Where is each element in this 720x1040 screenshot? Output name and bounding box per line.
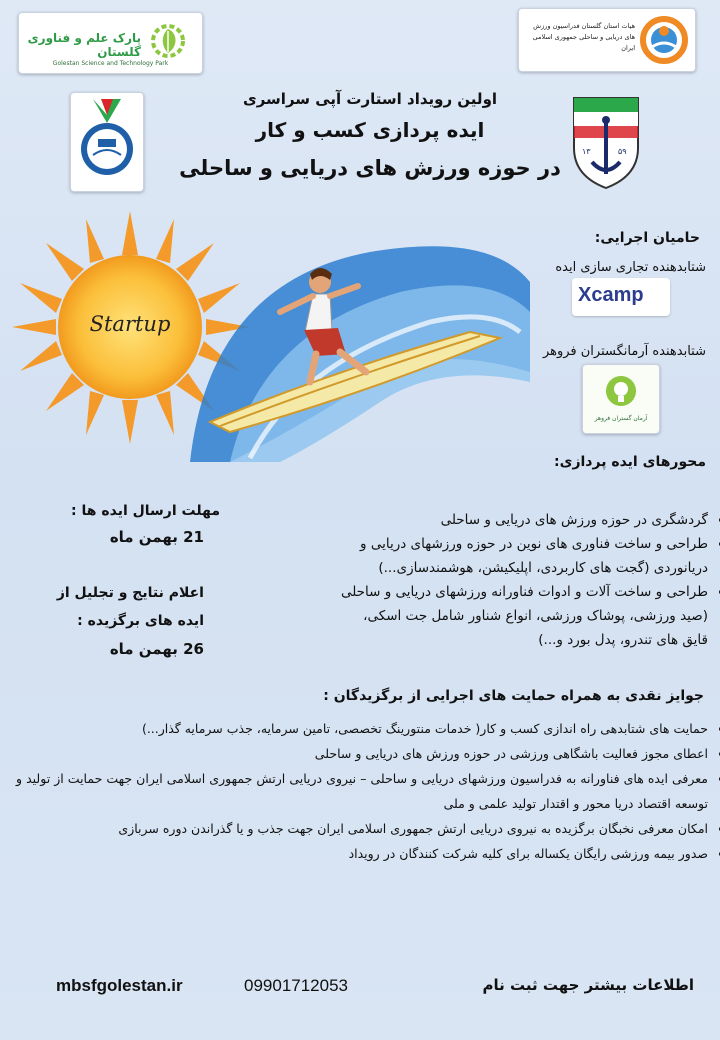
axis-line: طراحی و ساخت آلات و ادوات فناورانه ورزشهای دریایی و ساحلی: [340, 584, 708, 600]
science-park-name-fa: پارک علم و فناوری گلستان: [27, 31, 141, 59]
axes-list: [222, 508, 720, 652]
sponsor-1-name: شتابدهنده تجاری سازی ایده: [555, 260, 706, 275]
sponsor-2-name: شتابدهنده آرمانگستران فروهر: [542, 344, 706, 359]
farvahar-logo-text: آرمان گستران فروهر: [594, 415, 648, 422]
axis-item: [222, 580, 708, 652]
federation-logo: [518, 8, 696, 72]
event-title-line1: اولین رویداد استارت آپی سراسری: [242, 90, 498, 108]
bulb-leaf-icon: [599, 371, 643, 411]
website-link[interactable]: mbsfgolestan.ir: [56, 976, 183, 995]
registration-info-label: اطلاعات بیشتر جهت ثبت نام: [482, 976, 694, 994]
phone-number[interactable]: 09901712053: [244, 976, 349, 995]
xcamp-logo-text: Xcamp: [578, 284, 644, 306]
results-date: 26 بهمن ماه: [109, 640, 204, 658]
science-park-name-en: Golestan Science and Technology Park: [52, 60, 169, 67]
axis-item: [222, 508, 708, 532]
prize-item: • امکان معرفی نخبگان برگزیده به نیروی دریایی ارتش جمهوری اسلامی ایران جهت جذب و یا گذراندن دوره سربازی: [16, 816, 708, 841]
axis-line: قایق های تندرو، پدل بورد و...): [538, 632, 708, 648]
prize-item: • معرفی ایده های فناورانه به فدراسیون ورزشهای دریایی و ساحلی – نیروی دریایی ارتش جمهوری اسلامی ایران جهت حمایت از تولید و توسعه اقتصاد دریا محور و اقتدار تولید علمی و ملی: [16, 766, 708, 816]
event-title-line2: ایده پردازی کسب و کار: [255, 118, 485, 142]
xcamp-logo: [572, 278, 670, 316]
axis-line: گردشگری در حوزه ورزش های دریایی و ساحلی: [440, 512, 708, 528]
gear-leaf-icon: [141, 19, 195, 61]
sponsors-heading: حامیان اجرایی:: [594, 230, 700, 246]
prize-item: • حمایت های شتابدهی راه اندازی کسب و کار( خدمات منتورینگ تخصصی، تامین سرمایه، جذب سرمایه گذار...): [16, 716, 708, 741]
axis-line: (صید ورزشی، پوشاک ورزشی، انواع شناور شامل جت اسکی،: [363, 608, 708, 624]
results-label-line1: اعلام نتایج و تجلیل از: [56, 585, 204, 601]
axis-line: دریانوردی (گجت های کاربردی، اپلیکیشن، هوشمندسازی...): [378, 560, 708, 576]
submit-deadline-date: 21 بهمن ماه: [109, 528, 204, 546]
axis-item: [222, 532, 708, 580]
svg-text:۵۹: ۵۹: [618, 147, 627, 156]
svg-text:۱۳: ۱۳: [582, 147, 591, 156]
federation-emblem-icon: [639, 15, 689, 65]
axes-heading: محورهای ایده پردازی:: [554, 454, 706, 470]
submit-deadline-label: مهلت ارسال ایده ها :: [71, 503, 220, 519]
sun-label: Startup: [89, 312, 171, 336]
results-label-line2: ایده های برگزیده :: [77, 613, 204, 629]
prize-item: • اعطای مجوز فعالیت باشگاهی ورزشی در حوزه ورزش های دریایی و ساحلی: [16, 741, 708, 766]
farvahar-logo: [582, 364, 660, 434]
federation-name: هیات استان گلستان فدراسیون ورزش های دریایی و ساحلی جمهوری اسلامی ایران: [532, 22, 635, 52]
prize-item: • صدور بیمه ورزشی رایگان یکساله برای کلیه شرکت کنندگان در رویداد: [16, 841, 708, 866]
event-title-line3: در حوزه ورزش های دریایی و ساحلی: [179, 156, 561, 180]
prizes-list: [16, 716, 720, 866]
institution-badge-logo: [70, 92, 144, 192]
science-park-logo: [18, 12, 203, 74]
medal-icon: [71, 93, 143, 191]
prizes-heading: جوایز نقدی به همراه حمایت های اجرایی از برگزیدگان :: [323, 688, 704, 704]
axis-line: طراحی و ساخت فناوری های نوین در حوزه ورزشهای دریایی و: [360, 536, 708, 552]
